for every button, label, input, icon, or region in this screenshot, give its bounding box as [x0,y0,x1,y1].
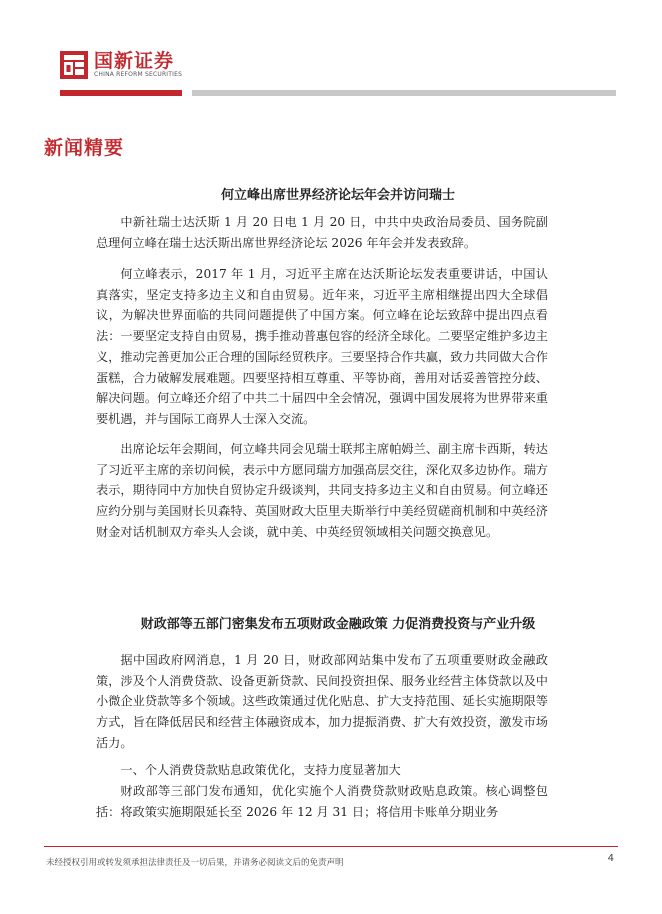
article-paragraph: 何立峰表示，2017 年 1 月，习近平主席在达沃斯论坛发表重要讲话，中国认真落实，坚定支持多边主义和自由贸易。近年来，习近平主席相继提出四大全球倡议，为解决世界面临的共同问题提供了中国方案。何立峰在论坛致辞中提出四点看法：一要坚定支持自由贸易，携手推动普惠包容的经济全球化。二要坚定维护多边主义，推动完善更加公正合理的国际经贸秩序。三要坚持合作共赢，致力共同做大合作蛋糕，合力破解发展难题。四要坚持相互尊重、平等协商，善用对话妥善管控分歧、解决问题。何立峰还介绍了中共二十届四中全会情况，强调中国发展将为世界带来重要机遇，并与国际工商界人士深入交流。 [96,267,548,426]
page-header [0,0,662,100]
page-number: 4 [607,853,614,864]
header-accent-bar [60,90,182,96]
footer-divider [44,846,618,847]
article-paragraph: 中新社瑞士达沃斯 1 月 20 日电 1 月 20 日，中共中央政治局委员、国务院副总理何立峰在瑞士达沃斯出席世界经济论坛 2026 年年会并发表致辞。 [96,215,548,250]
article-title: 何立峰出席世界经济论坛年会并访问瑞士 [220,188,455,203]
header-divider-bar [192,90,616,96]
company-logo [60,48,182,82]
footer-disclaimer: 未经授权引用或转发须承担法律责任及一切后果，并请务必阅读文后的免责声明 [46,858,344,868]
article-subheading: 一、个人消费贷款贴息政策优化，支持力度显著加大 [120,763,401,777]
logo-mark-icon [60,51,88,79]
article-paragraph: 出席论坛年会期间，何立峰共同会见瑞士联邦主席帕姆兰、副主席卡西斯，转达了习近平主席的亲切问候，表示中方愿同瑞方加强高层交往，深化双多边协作。瑞方表示，期待同中方加快自贸协定升级谈判，共同支持多边主义和自由贸易。何立峰还应约分别与美国财长贝森特、英国财政大臣里夫斯举行中美经贸磋商机制和中英经济财金对话机制双方牵头人会谈，就中美、中英经贸领域相关问题交换意见。 [96,442,548,539]
article-title: 财政部等五部门密集发布五项财政金融政策 力促消费投资与产业升级 [140,617,536,632]
logo-english-name: CHINA REFORM SECURITIES [94,71,183,78]
logo-chinese-name: 国新证券 [94,50,175,72]
article-paragraph: 据中国政府网消息，1 月 20 日，财政部网站集中发布了五项重要财政金融政策，涉及个人消费贷款、设备更新贷款、民间投资担保、服务业经营主体贷款以及中小微企业贷款等多个领域。这些政策通过优化贴息、扩大支持范围、延长实施期限等方式，旨在降低居民和经营主体融资成本，加力提振消费、扩大有效投资，激发市场活力。 [96,653,548,750]
article-paragraph: 财政部等三部门发布通知，优化实施个人消费贷款财政贴息政策。核心调整包括：将政策实施期限延长至 2026 年 12 月 31 日；将信用卡账单分期业务 [96,784,548,819]
section-title: 新闻精要 [44,137,125,159]
